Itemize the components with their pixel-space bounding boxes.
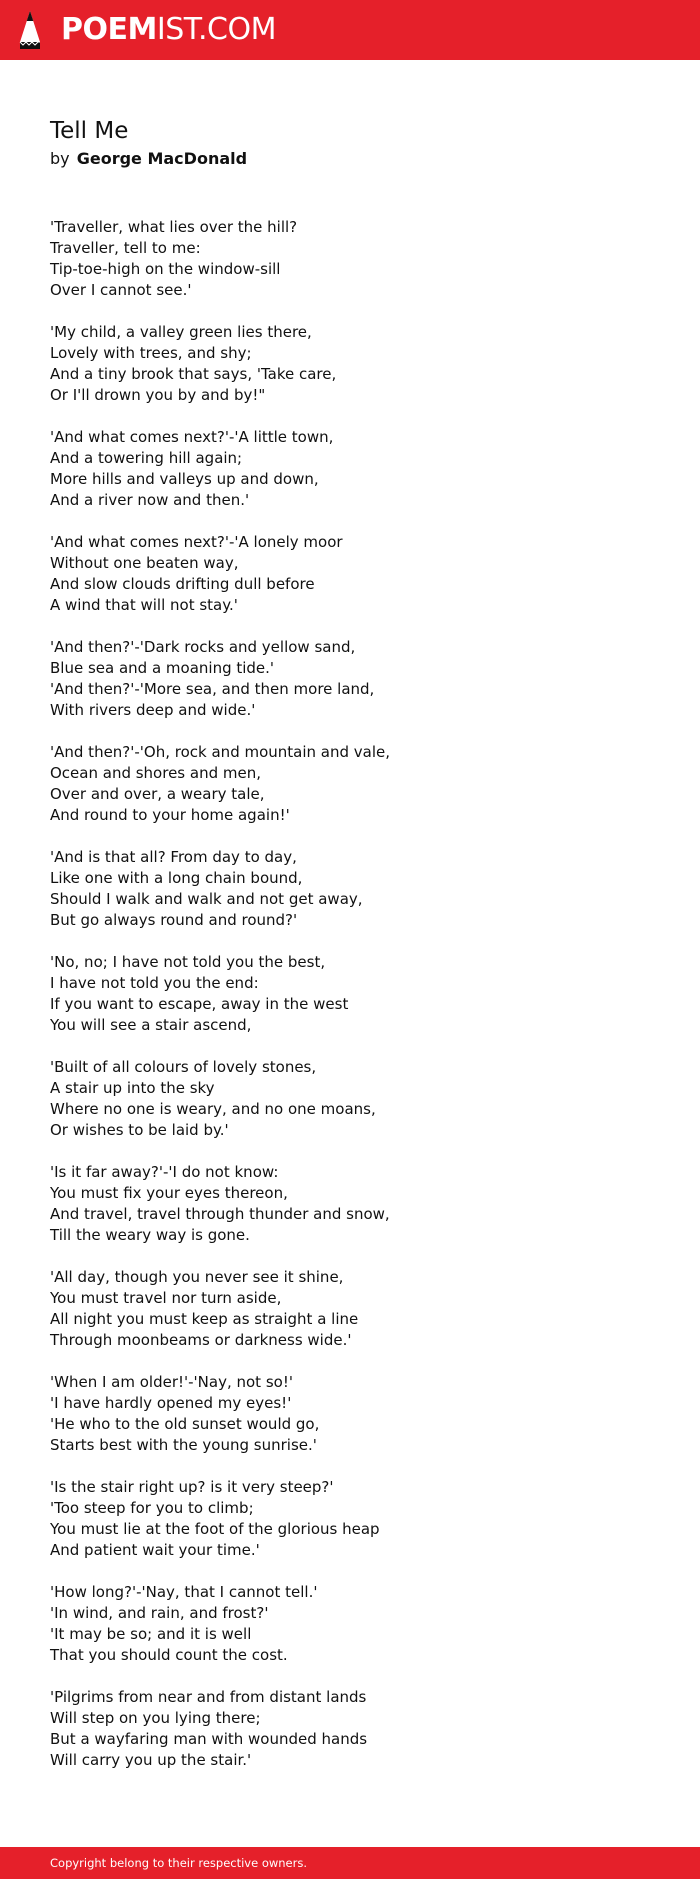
poem-line: 'When I am older!'-'Nay, not so!' [50, 1373, 293, 1391]
poem-author: George MacDonald [76, 149, 248, 168]
site-logo[interactable] [61, 11, 276, 49]
poem-line: 'Traveller, what lies over the hill? [50, 218, 298, 236]
poem-line: 'Is it far away?'-'I do not know: [50, 1163, 279, 1181]
poem-line: Will carry you up the stair.' [50, 1751, 252, 1769]
copyright-text: Copyright belong to their respective owners. [50, 1856, 308, 1870]
poem-stanza [50, 847, 650, 931]
poem-line: Starts best with the young sunrise.' [50, 1436, 317, 1454]
pencil-logo-icon[interactable] [18, 10, 42, 50]
poem-line: 'And then?'-'Oh, rock and mountain and vale, [50, 743, 391, 761]
poem-line: Ocean and shores and men, [50, 764, 261, 782]
poem-line: And round to your home again!' [50, 806, 290, 824]
poem-line: 'And what comes next?'-'A little town, [50, 428, 334, 446]
poem-line: Tip-toe-high on the window-sill [50, 260, 281, 278]
poem-stanza [50, 1477, 650, 1561]
poem-stanza [50, 1687, 650, 1771]
poem-line: And slow clouds drifting dull before [50, 575, 315, 593]
poem-line: That you should count the cost. [50, 1646, 288, 1664]
poem-line: 'It may be so; and it is well [50, 1625, 252, 1643]
poem-stanza [50, 637, 650, 721]
poem-line: Or I'll drown you by and by!" [50, 386, 266, 404]
poem-line: Through moonbeams or darkness wide.' [50, 1331, 352, 1349]
poem-line: You will see a stair ascend, [50, 1016, 252, 1034]
poem-line: Should I walk and walk and not get away, [50, 890, 363, 908]
poem-stanza [50, 217, 650, 301]
poem-line: And travel, travel through thunder and snow, [50, 1205, 390, 1223]
poem-line: If you want to escape, away in the west [50, 995, 349, 1013]
site-footer [0, 1847, 700, 1879]
poem-line: Or wishes to be laid by.' [50, 1121, 229, 1139]
poem-line: You must travel nor turn aside, [50, 1289, 282, 1307]
poem-line: A stair up into the sky [50, 1079, 215, 1097]
poem-stanza [50, 1372, 650, 1456]
poem-line: And a river now and then.' [50, 491, 250, 509]
poem-line: 'And what comes next?'-'A lonely moor [50, 533, 343, 551]
poem-line: All night you must keep as straight a line [50, 1310, 359, 1328]
poem-line: But a wayfaring man with wounded hands [50, 1730, 368, 1748]
poem-line: 'And then?'-'Dark rocks and yellow sand, [50, 638, 356, 656]
poem-stanza [50, 1162, 650, 1246]
logo-text-bold: POEM [61, 12, 157, 47]
poem-stanza [50, 952, 650, 1036]
poem-stanza [50, 427, 650, 511]
poem-stanza [50, 532, 650, 616]
poem-line: 'Pilgrims from near and from distant lands [50, 1688, 367, 1706]
poem-line: 'And is that all? From day to day, [50, 848, 297, 866]
poem-line: Blue sea and a moaning tide.' [50, 659, 275, 677]
poem-line: You must fix your eyes thereon, [50, 1184, 288, 1202]
poem-line: And a tiny brook that says, 'Take care, [50, 365, 337, 383]
poem-line: Over and over, a weary tale, [50, 785, 265, 803]
poem-line: Over I cannot see.' [50, 281, 192, 299]
poem-line: 'And then?'-'More sea, and then more land, [50, 680, 375, 698]
poem-line: Traveller, tell to me: [50, 239, 201, 257]
poem-line: And patient wait your time.' [50, 1541, 260, 1559]
poem-title: Tell Me [50, 118, 129, 144]
poem-line: Will step on you lying there; [50, 1709, 261, 1727]
poem-line: You must lie at the foot of the glorious heap [50, 1520, 380, 1538]
poem-stanza [50, 1057, 650, 1141]
poem-byline [50, 148, 247, 170]
poem-stanza [50, 742, 650, 826]
poem-stanza [50, 1267, 650, 1351]
poem-line: Without one beaten way, [50, 554, 239, 572]
poem-line: With rivers deep and wide.' [50, 701, 256, 719]
poem-line: 'Too steep for you to climb; [50, 1499, 254, 1517]
poem-line: But go always round and round?' [50, 911, 298, 929]
poem-line: Lovely with trees, and shy; [50, 344, 252, 362]
poem-line: 'Is the stair right up? is it very steep?' [50, 1478, 334, 1496]
poem-body [50, 217, 650, 1792]
poem-line: 'I have hardly opened my eyes!' [50, 1394, 292, 1412]
poem-line: Like one with a long chain bound, [50, 869, 303, 887]
poem-line: 'Built of all colours of lovely stones, [50, 1058, 317, 1076]
poem-stanza [50, 1582, 650, 1666]
poem-line: 'No, no; I have not told you the best, [50, 953, 326, 971]
poem-line: 'In wind, and rain, and frost?' [50, 1604, 269, 1622]
site-header [0, 0, 700, 60]
poem-stanza [50, 322, 650, 406]
logo-text-light: IST.COM [156, 12, 276, 47]
poem-line: I have not told you the end: [50, 974, 259, 992]
poem-line: Till the weary way is gone. [50, 1226, 250, 1244]
poem-line: And a towering hill again; [50, 449, 243, 467]
poem-line: 'How long?'-'Nay, that I cannot tell.' [50, 1583, 318, 1601]
by-label: by [50, 149, 70, 168]
poem-line: 'All day, though you never see it shine, [50, 1268, 344, 1286]
poem-line: More hills and valleys up and down, [50, 470, 319, 488]
poem-line: Where no one is weary, and no one moans, [50, 1100, 376, 1118]
poem-line: 'My child, a valley green lies there, [50, 323, 312, 341]
poem-line: 'He who to the old sunset would go, [50, 1415, 320, 1433]
poem-line: A wind that will not stay.' [50, 596, 238, 614]
